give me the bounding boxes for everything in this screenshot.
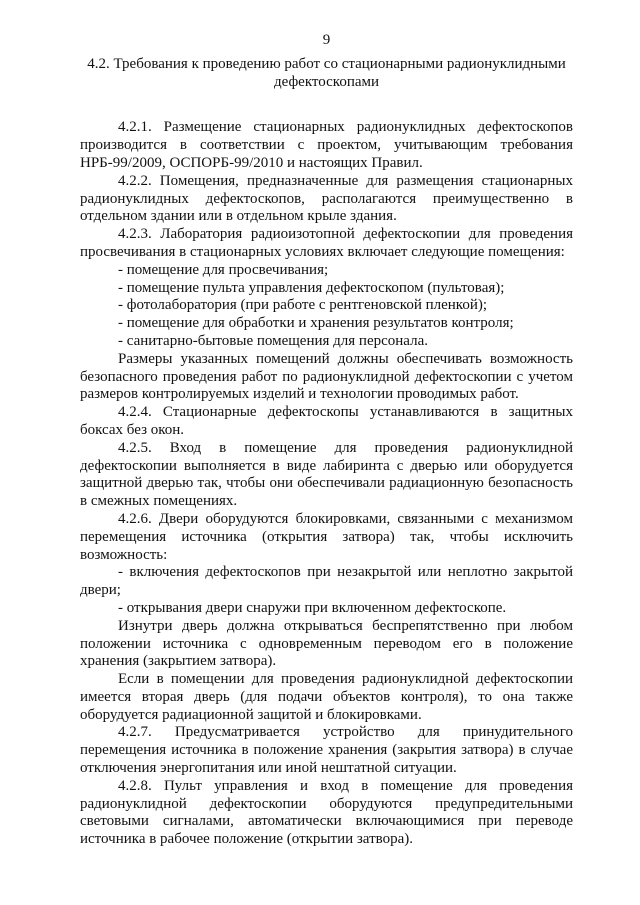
paragraph-4-2-2: 4.2.2. Помещения, предназначенные для размещения стационарных радионуклидных дефектоскопов, располагаются преимущественно в отдельном здании или в отдельном крыле здания. xyxy=(80,172,573,225)
list-item: - помещение пульта управления дефектоскопом (пультовая); xyxy=(118,279,505,296)
section-title: 4.2. Требования к проведению работ со стационарными радионуклидными дефектоскопами xyxy=(87,55,566,90)
document-page xyxy=(80,32,573,849)
paragraph-4-2-8: 4.2.8. Пульт управления и вход в помещение для проведения радионуклидной дефектоскопии оборудуются предупредительными световыми сигналами, автоматически включающимися при переводе источника в рабочее положение (открытии затвора). xyxy=(80,777,573,848)
paragraph-4-2-5: 4.2.5. Вход в помещение для проведения радионуклидной дефектоскопии выполняется в виде лабиринта с дверью или оборудуется защитной дверью так, чтобы они обеспечивали радиационную безопасность в смежных помещениях. xyxy=(80,439,573,510)
list-item: - помещение для просвечивания; xyxy=(118,261,329,278)
list-item: - помещение для обработки и хранения результатов контроля; xyxy=(118,315,514,332)
paragraph-4-2-4: 4.2.4. Стационарные дефектоскопы устанавливаются в защитных боксах без окон. xyxy=(80,404,573,438)
list-item: - включения дефектоскопов при незакрытой или неплотно закрытой двери; xyxy=(80,564,573,599)
page-number: 9 xyxy=(322,32,331,48)
paragraph-4-2-1: 4.2.1. Размещение стационарных радионуклидных дефектоскопов производится в соответствии с проектом, учитывающим требования НРБ-99/2009, ОСПОРБ-99/2010 и настоящих Правил. xyxy=(80,119,573,171)
paragraph-4-2-3: 4.2.3. Лаборатория радиоизотопной дефектоскопии для проведения просвечивания в стационарных условиях включает следующие помещения: xyxy=(80,226,573,260)
list-item: - фотолаборатория (при работе с рентгеновской пленкой); xyxy=(118,297,488,314)
paragraph-4-2-6: 4.2.6. Двери оборудуются блокировками, связанными с механизмом перемещения источника (открытия затвора) так, чтобы исключить возможность: xyxy=(80,510,573,563)
list-item: - открывания двери снаружи при включенном дефектоскопе. xyxy=(118,599,507,616)
paragraph-second-door: Если в помещении для проведения радионуклидной дефектоскопии имеется вторая дверь (для подачи объектов контроля), то она также оборудуется радиационной защитой и блокировками. xyxy=(80,671,573,723)
list-item: - санитарно-бытовые помещения для персонала. xyxy=(118,332,428,349)
paragraph-4-2-7: 4.2.7. Предусматривается устройство для принудительного перемещения источника в положение хранения (закрытия затвора) в случае отключения энергопитания или иной нештатной ситуации. xyxy=(80,724,573,777)
paragraph-room-sizes: Размеры указанных помещений должны обеспечивать возможность безопасного проведения работ по радионуклидной дефектоскопии с учетом размеров контролируемых изделий и технологии проводимых работ. xyxy=(80,350,573,403)
paragraph-door-inside: Изнутри дверь должна открываться беспрепятственно при любом положении источника с одновременным переводом его в положение хранения (закрытием затвора). xyxy=(80,617,573,670)
